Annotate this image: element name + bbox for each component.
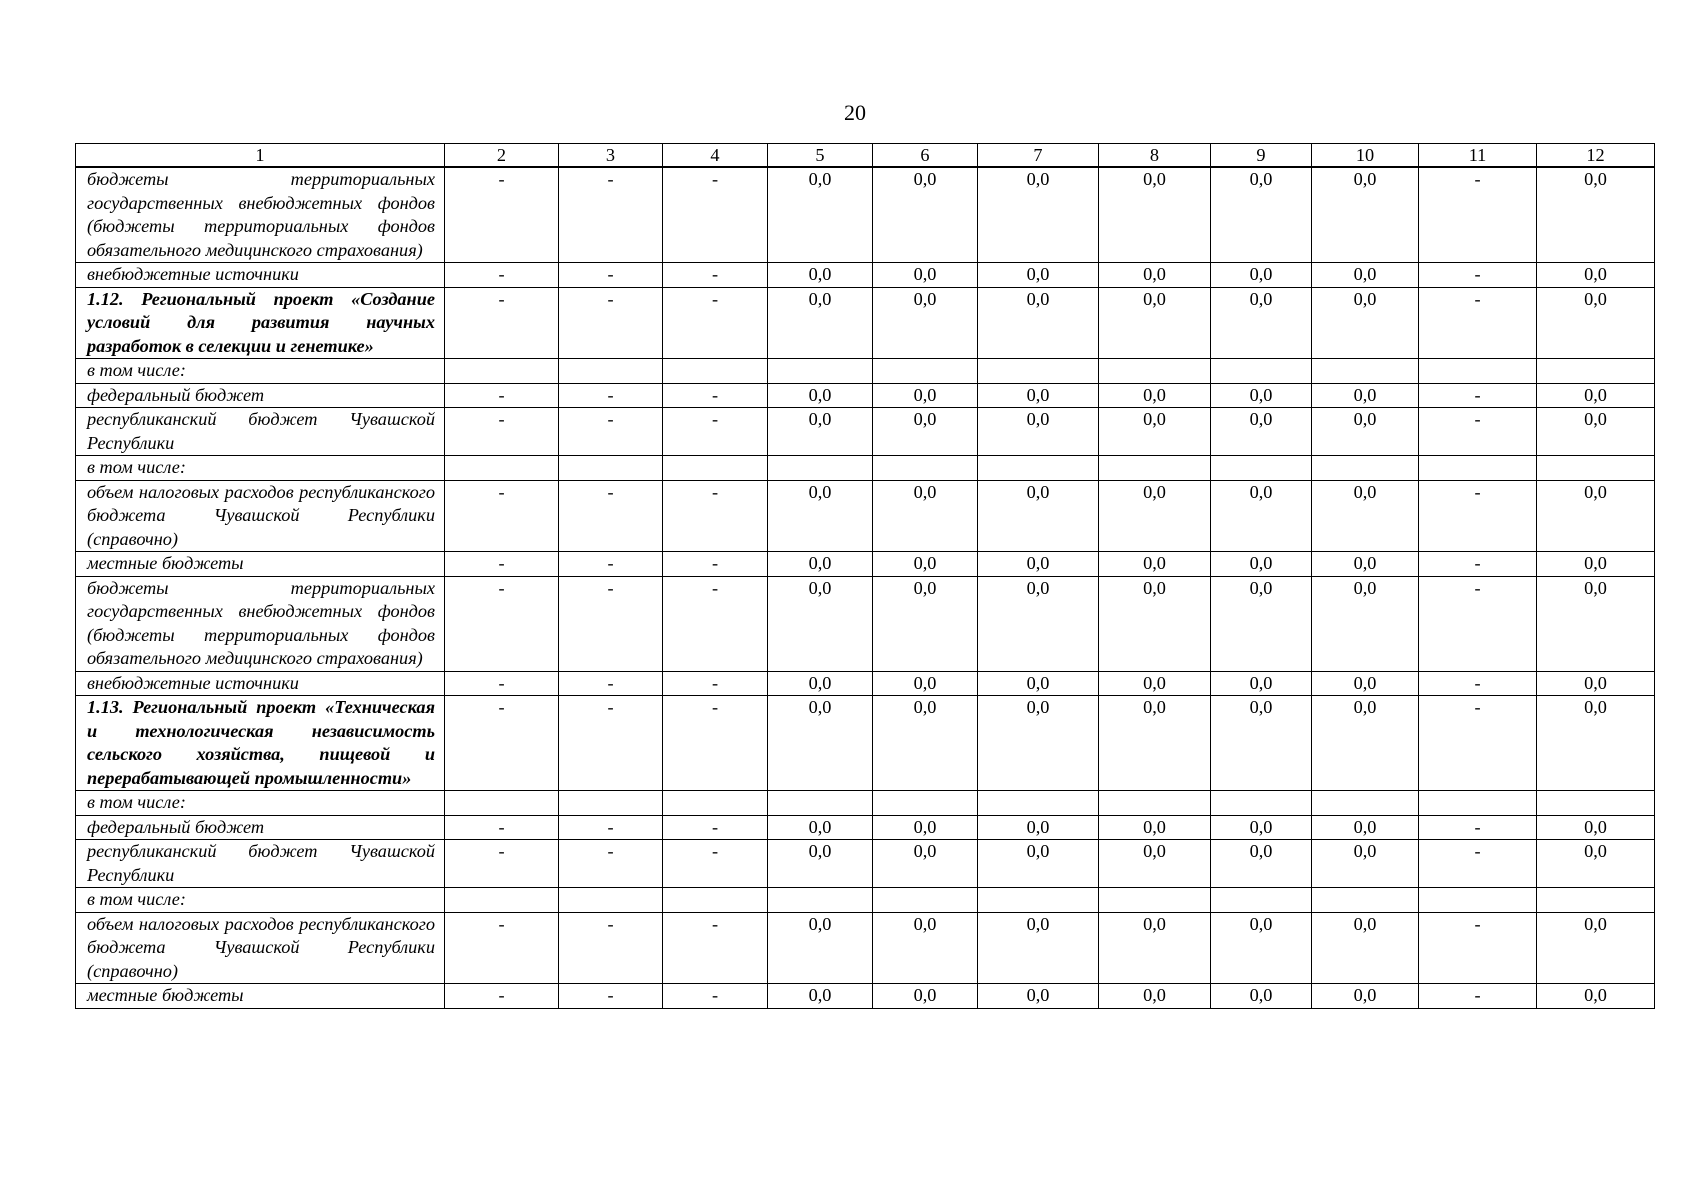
value-cell — [1537, 359, 1655, 384]
table-row — [76, 696, 1655, 791]
value-cell: - — [559, 167, 663, 263]
row-label: федеральный бюджет — [76, 815, 445, 840]
value-cell: 0,0 — [1312, 576, 1419, 671]
value-cell — [768, 888, 873, 913]
value-cell: 0,0 — [978, 287, 1099, 359]
value-cell: 0,0 — [768, 480, 873, 552]
column-number-2: 2 — [445, 144, 559, 168]
value-cell: 0,0 — [768, 287, 873, 359]
value-cell: 0,0 — [873, 263, 978, 288]
value-cell: 0,0 — [1312, 815, 1419, 840]
value-cell: - — [663, 383, 768, 408]
value-cell — [1211, 359, 1312, 384]
table-row — [76, 552, 1655, 577]
column-number-6: 6 — [873, 144, 978, 168]
value-cell: 0,0 — [768, 552, 873, 577]
value-cell: 0,0 — [1312, 671, 1419, 696]
value-cell: - — [445, 480, 559, 552]
value-cell: 0,0 — [1211, 408, 1312, 456]
value-cell: - — [663, 167, 768, 263]
column-number-3: 3 — [559, 144, 663, 168]
value-cell: - — [559, 696, 663, 791]
value-cell: 0,0 — [768, 263, 873, 288]
value-cell: - — [445, 287, 559, 359]
value-cell — [663, 359, 768, 384]
value-cell: - — [559, 263, 663, 288]
value-cell: 0,0 — [1099, 552, 1211, 577]
row-label: бюджеты территориальных государственных внебюджетных фондов (бюджеты территориальных фондов обязательного медицинского страхования) — [76, 576, 445, 671]
value-cell: 0,0 — [1537, 696, 1655, 791]
value-cell: - — [1419, 984, 1537, 1009]
value-cell: - — [559, 576, 663, 671]
value-cell: 0,0 — [1312, 696, 1419, 791]
value-cell: - — [445, 840, 559, 888]
table-row — [76, 480, 1655, 552]
value-cell — [1099, 888, 1211, 913]
value-cell: 0,0 — [1312, 480, 1419, 552]
value-cell — [768, 359, 873, 384]
row-label: 1.12. Региональный проект «Создание условий для развития научных разработок в селекции и генетике» — [76, 287, 445, 359]
value-cell: 0,0 — [873, 576, 978, 671]
table-row — [76, 888, 1655, 913]
value-cell: - — [1419, 263, 1537, 288]
value-cell — [873, 888, 978, 913]
value-cell: 0,0 — [768, 840, 873, 888]
value-cell — [559, 791, 663, 816]
value-cell: 0,0 — [873, 815, 978, 840]
value-cell — [1312, 791, 1419, 816]
value-cell: 0,0 — [1312, 287, 1419, 359]
value-cell: - — [1419, 576, 1537, 671]
value-cell: 0,0 — [1099, 815, 1211, 840]
value-cell — [1099, 791, 1211, 816]
value-cell — [1419, 456, 1537, 481]
value-cell: 0,0 — [1211, 287, 1312, 359]
value-cell: 0,0 — [978, 480, 1099, 552]
value-cell: 0,0 — [1537, 408, 1655, 456]
value-cell — [873, 359, 978, 384]
value-cell: 0,0 — [1099, 287, 1211, 359]
value-cell: - — [559, 912, 663, 984]
value-cell: 0,0 — [1537, 984, 1655, 1009]
value-cell: 0,0 — [1099, 576, 1211, 671]
row-label: республиканский бюджет Чувашской Республики — [76, 408, 445, 456]
table-row — [76, 912, 1655, 984]
value-cell: 0,0 — [873, 984, 978, 1009]
value-cell: 0,0 — [1537, 167, 1655, 263]
value-cell — [768, 456, 873, 481]
value-cell: 0,0 — [768, 696, 873, 791]
value-cell — [1099, 456, 1211, 481]
value-cell: - — [1419, 480, 1537, 552]
value-cell: 0,0 — [978, 263, 1099, 288]
value-cell: 0,0 — [873, 167, 978, 263]
value-cell: 0,0 — [873, 671, 978, 696]
value-cell — [445, 456, 559, 481]
value-cell: - — [1419, 671, 1537, 696]
table-row — [76, 984, 1655, 1009]
value-cell — [1211, 456, 1312, 481]
value-cell: - — [445, 552, 559, 577]
value-cell: 0,0 — [1312, 552, 1419, 577]
value-cell: - — [445, 167, 559, 263]
value-cell — [559, 456, 663, 481]
value-cell: - — [1419, 815, 1537, 840]
column-number-5: 5 — [768, 144, 873, 168]
value-cell: - — [663, 671, 768, 696]
value-cell: 0,0 — [1537, 815, 1655, 840]
value-cell: - — [1419, 167, 1537, 263]
value-cell: 0,0 — [1211, 576, 1312, 671]
column-number-1: 1 — [76, 144, 445, 168]
value-cell: 0,0 — [1099, 696, 1211, 791]
value-cell: 0,0 — [1537, 480, 1655, 552]
value-cell — [663, 791, 768, 816]
table-row — [76, 840, 1655, 888]
value-cell — [1312, 456, 1419, 481]
value-cell — [978, 888, 1099, 913]
value-cell — [445, 791, 559, 816]
row-label: местные бюджеты — [76, 552, 445, 577]
value-cell: 0,0 — [978, 576, 1099, 671]
value-cell: 0,0 — [1211, 383, 1312, 408]
value-cell: 0,0 — [1211, 671, 1312, 696]
row-label: в том числе: — [76, 359, 445, 384]
value-cell — [1419, 359, 1537, 384]
row-label: внебюджетные источники — [76, 263, 445, 288]
value-cell: 0,0 — [768, 815, 873, 840]
value-cell — [978, 456, 1099, 481]
value-cell: 0,0 — [1312, 912, 1419, 984]
value-cell: 0,0 — [1099, 480, 1211, 552]
value-cell: - — [445, 263, 559, 288]
page-number: 20 — [844, 100, 866, 125]
value-cell: - — [663, 263, 768, 288]
value-cell: - — [1419, 840, 1537, 888]
value-cell: 0,0 — [1211, 912, 1312, 984]
value-cell: - — [559, 287, 663, 359]
value-cell: - — [663, 984, 768, 1009]
table-row — [76, 359, 1655, 384]
value-cell: 0,0 — [873, 408, 978, 456]
value-cell: 0,0 — [978, 383, 1099, 408]
table-row — [76, 287, 1655, 359]
row-label: федеральный бюджет — [76, 383, 445, 408]
value-cell: - — [559, 671, 663, 696]
value-cell — [663, 456, 768, 481]
value-cell: - — [663, 480, 768, 552]
value-cell: 0,0 — [873, 912, 978, 984]
table-row — [76, 791, 1655, 816]
value-cell: - — [663, 696, 768, 791]
value-cell: - — [559, 840, 663, 888]
value-cell: 0,0 — [768, 912, 873, 984]
value-cell: 0,0 — [1312, 167, 1419, 263]
value-cell: - — [1419, 912, 1537, 984]
value-cell: 0,0 — [1537, 263, 1655, 288]
value-cell: - — [663, 552, 768, 577]
value-cell — [445, 888, 559, 913]
row-label: объем налоговых расходов республиканского бюджета Чувашской Республики (справочно) — [76, 480, 445, 552]
column-number-7: 7 — [978, 144, 1099, 168]
value-cell: 0,0 — [1537, 552, 1655, 577]
value-cell: 0,0 — [1537, 383, 1655, 408]
value-cell: 0,0 — [1312, 984, 1419, 1009]
value-cell — [1312, 359, 1419, 384]
value-cell — [1419, 791, 1537, 816]
value-cell: - — [663, 815, 768, 840]
value-cell — [978, 791, 1099, 816]
value-cell: - — [1419, 287, 1537, 359]
value-cell — [445, 359, 559, 384]
value-cell: - — [663, 912, 768, 984]
value-cell — [768, 791, 873, 816]
value-cell: 0,0 — [978, 696, 1099, 791]
value-cell: 0,0 — [1211, 263, 1312, 288]
value-cell: 0,0 — [1099, 263, 1211, 288]
value-cell: 0,0 — [768, 383, 873, 408]
value-cell: - — [445, 984, 559, 1009]
column-number-4: 4 — [663, 144, 768, 168]
column-number-8: 8 — [1099, 144, 1211, 168]
value-cell: 0,0 — [978, 167, 1099, 263]
value-cell: 0,0 — [1099, 840, 1211, 888]
value-cell: 0,0 — [1312, 408, 1419, 456]
value-cell: - — [1419, 552, 1537, 577]
value-cell: - — [559, 552, 663, 577]
value-cell: - — [1419, 383, 1537, 408]
value-cell: 0,0 — [1312, 840, 1419, 888]
value-cell: 0,0 — [1537, 840, 1655, 888]
value-cell: 0,0 — [1211, 840, 1312, 888]
value-cell: 0,0 — [978, 815, 1099, 840]
value-cell: 0,0 — [768, 984, 873, 1009]
value-cell — [1537, 888, 1655, 913]
value-cell: - — [445, 576, 559, 671]
row-label: республиканский бюджет Чувашской Республики — [76, 840, 445, 888]
value-cell: 0,0 — [978, 552, 1099, 577]
value-cell: 0,0 — [873, 383, 978, 408]
value-cell: - — [559, 984, 663, 1009]
budget-table — [75, 143, 1655, 1009]
value-cell: 0,0 — [1537, 576, 1655, 671]
table-row — [76, 815, 1655, 840]
value-cell: 0,0 — [1211, 696, 1312, 791]
row-label: в том числе: — [76, 456, 445, 481]
value-cell: - — [663, 840, 768, 888]
value-cell: 0,0 — [1099, 167, 1211, 263]
value-cell: 0,0 — [1099, 671, 1211, 696]
value-cell: 0,0 — [873, 480, 978, 552]
row-label: в том числе: — [76, 888, 445, 913]
value-cell: 0,0 — [873, 287, 978, 359]
table-row — [76, 576, 1655, 671]
column-number-9: 9 — [1211, 144, 1312, 168]
value-cell: 0,0 — [978, 984, 1099, 1009]
table-row — [76, 408, 1655, 456]
value-cell: 0,0 — [1099, 912, 1211, 984]
value-cell — [873, 791, 978, 816]
value-cell — [1312, 888, 1419, 913]
value-cell: 0,0 — [1099, 408, 1211, 456]
value-cell — [1211, 791, 1312, 816]
row-label: внебюджетные источники — [76, 671, 445, 696]
value-cell: 0,0 — [1537, 671, 1655, 696]
value-cell: 0,0 — [873, 840, 978, 888]
table-row — [76, 167, 1655, 263]
column-number-12: 12 — [1537, 144, 1655, 168]
row-label: объем налоговых расходов республиканского бюджета Чувашской Республики (справочно) — [76, 912, 445, 984]
value-cell: 0,0 — [1312, 383, 1419, 408]
value-cell: 0,0 — [1537, 287, 1655, 359]
column-number-11: 11 — [1419, 144, 1537, 168]
row-label: 1.13. Региональный проект «Техническая и технологическая независимость сельского хозяйства, пищевой и перерабатывающей промышленности» — [76, 696, 445, 791]
value-cell — [978, 359, 1099, 384]
value-cell: 0,0 — [768, 671, 873, 696]
value-cell: - — [445, 815, 559, 840]
value-cell: - — [1419, 696, 1537, 791]
value-cell: 0,0 — [1537, 912, 1655, 984]
value-cell — [873, 456, 978, 481]
value-cell — [559, 888, 663, 913]
value-cell: 0,0 — [1211, 815, 1312, 840]
value-cell: - — [445, 671, 559, 696]
value-cell: 0,0 — [1211, 480, 1312, 552]
value-cell: 0,0 — [873, 696, 978, 791]
column-number-10: 10 — [1312, 144, 1419, 168]
value-cell: 0,0 — [978, 671, 1099, 696]
value-cell: - — [663, 408, 768, 456]
row-label: местные бюджеты — [76, 984, 445, 1009]
value-cell: - — [559, 480, 663, 552]
table-row — [76, 456, 1655, 481]
value-cell: 0,0 — [1211, 552, 1312, 577]
value-cell: 0,0 — [1211, 167, 1312, 263]
value-cell: - — [445, 383, 559, 408]
table-row — [76, 671, 1655, 696]
value-cell: - — [445, 408, 559, 456]
value-cell: - — [1419, 408, 1537, 456]
value-cell — [663, 888, 768, 913]
value-cell: 0,0 — [978, 408, 1099, 456]
table-row — [76, 263, 1655, 288]
value-cell — [559, 359, 663, 384]
value-cell: 0,0 — [1211, 984, 1312, 1009]
value-cell: 0,0 — [768, 167, 873, 263]
value-cell: 0,0 — [768, 408, 873, 456]
value-cell — [1537, 456, 1655, 481]
value-cell: 0,0 — [1312, 263, 1419, 288]
value-cell — [1211, 888, 1312, 913]
value-cell: - — [559, 815, 663, 840]
value-cell: 0,0 — [978, 840, 1099, 888]
value-cell: 0,0 — [768, 576, 873, 671]
value-cell — [1419, 888, 1537, 913]
value-cell: - — [559, 383, 663, 408]
value-cell: - — [559, 408, 663, 456]
row-label: в том числе: — [76, 791, 445, 816]
table-header-row — [76, 144, 1655, 168]
value-cell — [1099, 359, 1211, 384]
value-cell: - — [663, 287, 768, 359]
table-row — [76, 383, 1655, 408]
value-cell: 0,0 — [1099, 383, 1211, 408]
value-cell: - — [445, 912, 559, 984]
value-cell: - — [445, 696, 559, 791]
row-label: бюджеты территориальных государственных внебюджетных фондов (бюджеты территориальных фондов обязательного медицинского страхования) — [76, 167, 445, 263]
value-cell: 0,0 — [1099, 984, 1211, 1009]
value-cell: 0,0 — [873, 552, 978, 577]
value-cell: - — [663, 576, 768, 671]
value-cell: 0,0 — [978, 912, 1099, 984]
value-cell — [1537, 791, 1655, 816]
